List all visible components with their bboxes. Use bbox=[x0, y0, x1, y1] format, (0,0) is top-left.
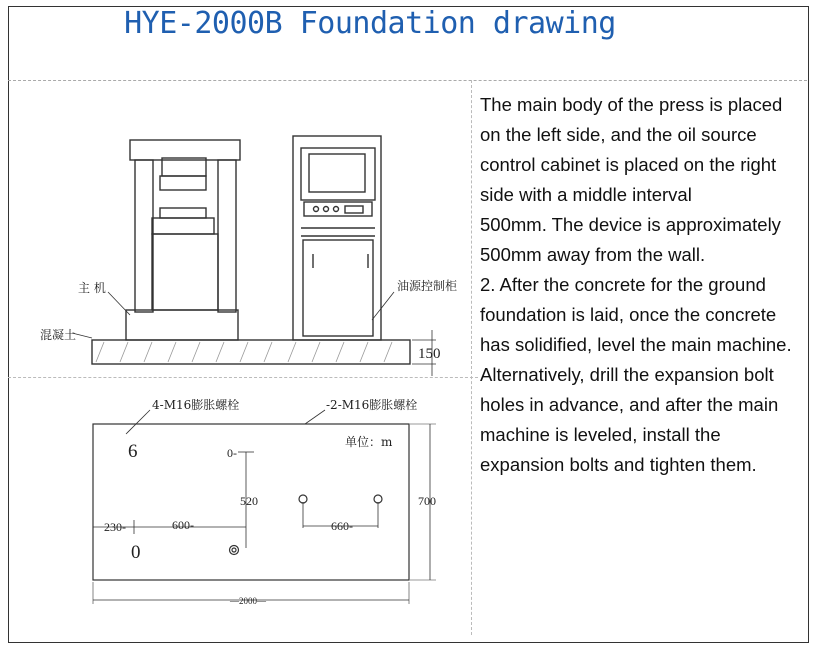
bolt-hole bbox=[230, 546, 239, 555]
dim-230: 230- bbox=[104, 520, 126, 534]
bolt-hole bbox=[232, 548, 236, 552]
mark-6: 6 bbox=[128, 441, 138, 462]
dim-700: 700 bbox=[418, 494, 436, 508]
cabinet-drawing bbox=[293, 136, 381, 340]
dim-520: 520 bbox=[240, 494, 258, 508]
elevation-view bbox=[72, 136, 436, 376]
main-machine-drawing bbox=[126, 140, 240, 340]
cabinet-label: 油源控制柜 bbox=[397, 279, 458, 293]
page-title: HYE-2000B Foundation drawing bbox=[124, 6, 616, 41]
slab-thickness-label: 150 bbox=[418, 346, 441, 362]
dim-0: 0- bbox=[227, 446, 237, 460]
dim-660: 660- bbox=[331, 519, 353, 533]
description-paragraph: The main body of the press is placed on the left side, and the oil source control cabinet is placed on the right side with a middle interval bbox=[480, 94, 783, 205]
description-text bbox=[480, 90, 798, 480]
dim-600: 600- bbox=[172, 518, 194, 532]
unit-label: 单位：m bbox=[345, 435, 393, 449]
bolts-left-label: 4-M16膨胀螺栓 bbox=[152, 398, 240, 412]
description-paragraph: 2. After the concrete for the ground foundation is laid, once the concrete has solidified, level the main machine. Alternatively, drill the expansion bolt holes in advance, and after the main machine is leveled, install the expansion bolts and tighten them. bbox=[480, 274, 792, 475]
bolt-hole bbox=[374, 495, 382, 503]
concrete-slab bbox=[92, 340, 410, 364]
bolt-hole bbox=[299, 495, 307, 503]
bolts-right-label: -2-M16膨胀螺栓 bbox=[326, 398, 418, 412]
concrete-label: 混凝土 bbox=[40, 328, 77, 342]
mark-0: 0 bbox=[131, 542, 141, 563]
description-paragraph: 500mm. The device is approximately 500mm away from the wall. bbox=[480, 214, 781, 265]
dim-2000: —2000— bbox=[230, 596, 266, 606]
main-unit-label: 主 机 bbox=[78, 281, 106, 295]
